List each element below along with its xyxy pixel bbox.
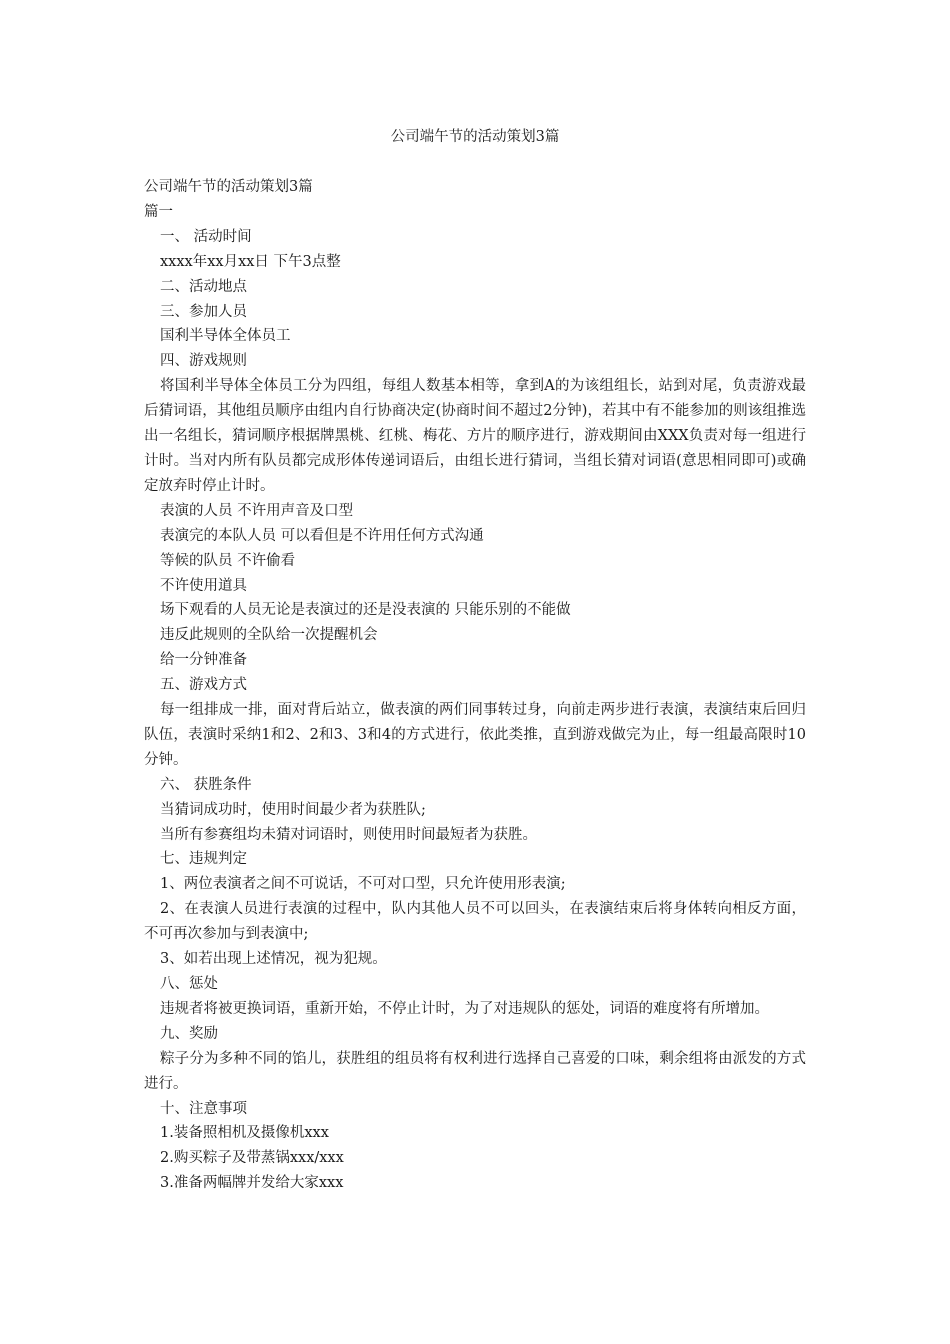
- document-body: [144, 175, 806, 1196]
- document-title: 公司端午节的活动策划3篇: [390, 129, 560, 145]
- note-line: 2.购买粽子及带蒸锅xxx/xxx: [160, 1150, 344, 1167]
- heading-activity-location: 二、活动地点: [160, 278, 247, 295]
- win-condition-line: 当所有参赛组均未猜对词语时，则使用时间最短者为获胜。: [160, 826, 537, 843]
- heading-win-conditions: 六、 获胜条件: [160, 776, 252, 793]
- document-subtitle: 公司端午节的活动策划3篇: [144, 179, 313, 195]
- heading-reward: 九、奖励: [160, 1025, 218, 1042]
- rule-line: 等候的队员 不许偷看: [160, 552, 296, 569]
- heading-game-method: 五、游戏方式: [160, 677, 247, 694]
- reward-paragraph: 粽子分为多种不同的馅儿，获胜组的组员将有权利进行选择自己喜爱的口味，剩余组将由派发的方式进行。: [144, 1050, 806, 1092]
- section-label: 篇一: [144, 203, 173, 220]
- rules-paragraph: 将国利半导体全体员工分为四组，每组人数基本相等，拿到A的为该组组长，站到对尾，负责游戏最后猜词语，其他组员顺序由组内自行协商决定(协商时间不超过2分钟)，若其中有不能参加的则该组推选出一名组长，猜词顺序根据牌黑桃、红桃、梅花、方片的顺序进行，游戏期间由XXX负责对每一组进行计时。当对内所有队员都完成形体传递词语后，由组长进行猜词，当组长猜对词语(意思相同即可)或确定放弃时停止计时。: [144, 378, 806, 494]
- heading-game-rules: 四、游戏规则: [160, 353, 247, 370]
- violation-paragraph: 2、在表演人员进行表演的过程中，队内其他人员不可以回头，在表演结束后将身体转向相反方面，不可再次参加与到表演中;: [144, 901, 806, 943]
- heading-participants: 三、参加人员: [160, 303, 247, 320]
- win-condition-line: 当猜词成功时，使用时间最少者为获胜队;: [160, 801, 426, 818]
- rule-line: 违反此规则的全队给一次提醒机会: [160, 627, 378, 644]
- method-paragraph: 每一组排成一排，面对背后站立，做表演的两们同事转过身，向前走两步进行表演，表演结束后回归队伍，表演时采纳1和2、2和3、3和4的方式进行，依此类推，直到游戏做完为止，每一组最高限时10分钟。: [144, 702, 806, 768]
- rule-line: 不许使用道具: [160, 577, 247, 594]
- rule-line: 场下观看的人员无论是表演过的还是没表演的 只能乐别的不能做: [160, 602, 571, 619]
- rule-line: 表演的人员 不许用声音及口型: [160, 502, 354, 519]
- violation-line: 1、两位表演者之间不可说话，不可对口型，只允许使用形表演;: [160, 876, 566, 893]
- heading-violations: 七、违规判定: [160, 851, 247, 868]
- rule-line: 给一分钟准备: [160, 652, 247, 669]
- note-line: 1.装备照相机及摄像机xxx: [160, 1125, 329, 1142]
- penalty-paragraph: 违规者将被更换词语，重新开始，不停止计时，为了对违规队的惩处，词语的难度将有所增加。: [160, 1000, 769, 1017]
- note-line: 3.准备两幅牌并发给大家xxx: [160, 1175, 344, 1192]
- heading-penalty: 八、惩处: [160, 976, 218, 992]
- violation-line: 3、如若出现上述情况，视为犯规。: [160, 951, 387, 968]
- activity-time-value: xxxx年xx月xx日 下午3点整: [160, 253, 341, 270]
- rule-line: 表演完的本队人员 可以看但是不许用任何方式沟通: [160, 527, 484, 544]
- heading-activity-time: 一、 活动时间: [160, 228, 252, 245]
- heading-notes: 十、注意事项: [160, 1100, 247, 1117]
- participants-value: 国利半导体全体员工: [160, 328, 291, 345]
